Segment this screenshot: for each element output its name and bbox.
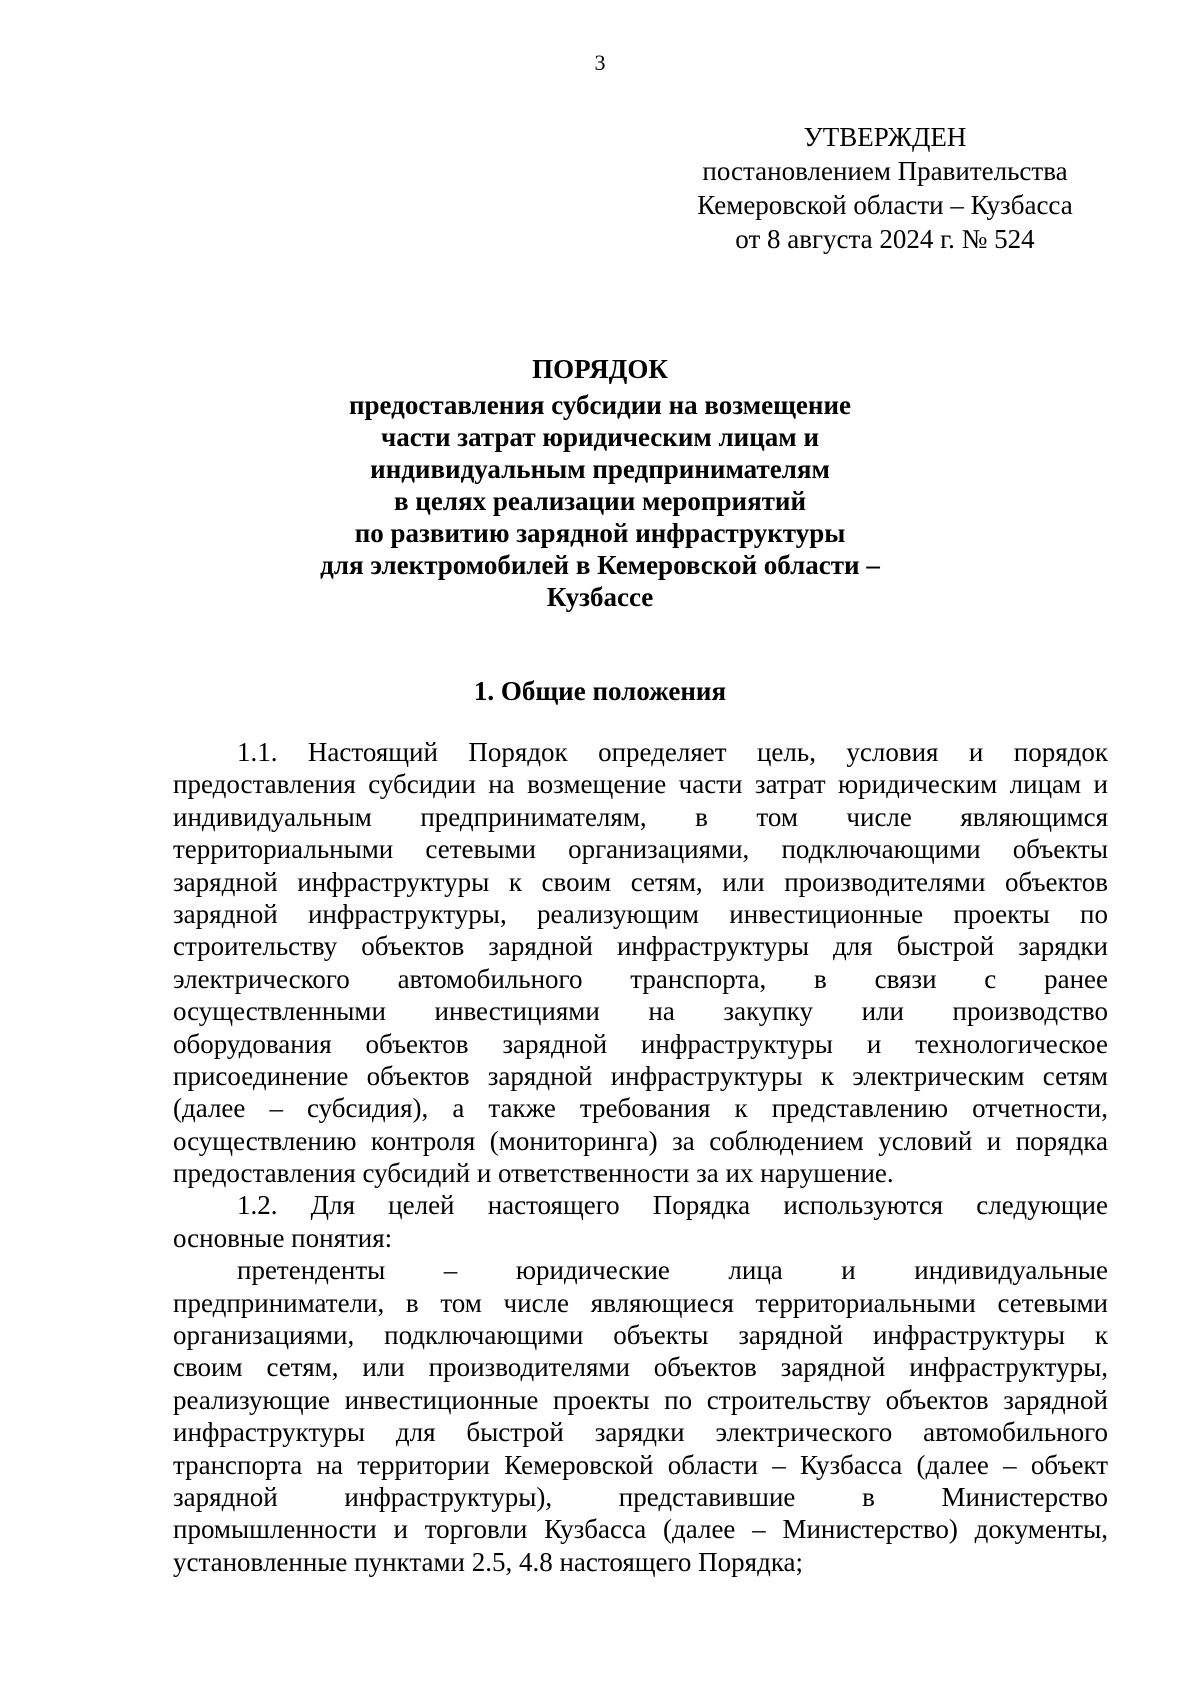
page-number: 3 (594, 50, 606, 75)
approval-line: Кемеровской области – Кузбасса (697, 190, 1073, 220)
body-text (173, 736, 1108, 1578)
paragraph-line: зарядной инфраструктуры, реализующим инвестиционные проекты по (173, 898, 1108, 929)
paragraph-line: осуществленными инвестициями на закупку или производство (173, 996, 1108, 1027)
approval-line: постановлением Правительства (702, 156, 1068, 186)
paragraph-line: инфраструктуры для быстрой зарядки электрического автомобильного (173, 1417, 1108, 1448)
paragraph-line: присоединение объектов зарядной инфраструктуры к электрическим сетям (173, 1060, 1108, 1091)
document-title (175, 353, 1025, 613)
title-subtitle-line: части затрат юридическим лицам и (380, 422, 819, 452)
title-main: ПОРЯДОК (532, 354, 668, 384)
title-subtitle-line: для электромобилей в Кемеровской области – (320, 550, 880, 580)
title-subtitle-line: по развитию зарядной инфраструктуры (354, 518, 846, 548)
paragraph-line: зарядной инфраструктуры к своим сетям, или производителями объектов (173, 866, 1108, 897)
approval-heading: УТВЕРЖДЕН (803, 122, 967, 152)
section-heading: 1. Общие положения (473, 676, 727, 706)
paragraph-line: реализующие инвестиционные проекты по строительству объектов зарядной (173, 1384, 1108, 1415)
paragraph-line: осуществлению контроля (мониторинга) за соблюдением условий и порядка (173, 1125, 1108, 1156)
paragraph-line: 1.1. Настоящий Порядок определяет цель, условия и порядок (237, 737, 1108, 767)
paragraph-line: основные понятия: (173, 1222, 393, 1253)
paragraph-line: строительству объектов зарядной инфраструктуры для быстрой зарядки (173, 931, 1108, 962)
title-subtitle-line: индивидуальным предпринимателям (370, 454, 830, 484)
paragraph-line: индивидуальным предпринимателям, в том числе являющимся (173, 801, 1108, 832)
paragraph-line: предприниматели, в том числе являющиеся территориальными сетевыми (173, 1287, 1108, 1318)
title-subtitle-line: предоставления субсидии на возмещение (348, 390, 852, 420)
paragraph-line: установленные пунктами 2.5, 4.8 настоящего Порядка; (173, 1546, 804, 1577)
paragraph-line: зарядной инфраструктуры), представившие в Министерство (173, 1481, 1108, 1512)
paragraph-line: предоставления субсидии на возмещение части затрат юридическим лицам и (173, 769, 1108, 800)
paragraph-line: предоставления субсидий и ответственности за их нарушение. (173, 1158, 894, 1189)
paragraph-line: транспорта на территории Кемеровской области – Кузбасса (далее – объект (173, 1449, 1108, 1480)
approval-date-number: от 8 августа 2024 г. № 524 (735, 224, 1035, 254)
paragraph-line: претенденты – юридические лица и индивидуальные (237, 1255, 1108, 1286)
paragraph-line: территориальными сетевыми организациями, подключающими объекты (173, 834, 1108, 865)
paragraph-line: своим сетям, или производителями объектов зарядной инфраструктуры, (173, 1352, 1108, 1383)
paragraph-line: (далее – субсидия), а также требования к представлению отчетности, (173, 1093, 1108, 1124)
paragraph-line: организациями, подключающими объекты зарядной инфраструктуры к (173, 1320, 1108, 1351)
approval-stamp-block (680, 120, 1090, 256)
title-subtitle-line: в целях реализации мероприятий (393, 486, 807, 516)
paragraph-line: промышленности и торговли Кузбасса (далее – Министерство) документы, (173, 1514, 1108, 1545)
paragraph-line: 1.2. Для целей настоящего Порядка используются следующие (237, 1190, 1108, 1221)
paragraph-line: электрического автомобильного транспорта, в связи с ранее (173, 963, 1108, 994)
paragraph-line: оборудования объектов зарядной инфраструктуры и технологическое (173, 1028, 1108, 1059)
title-subtitle-line: Кузбассе (546, 582, 654, 612)
